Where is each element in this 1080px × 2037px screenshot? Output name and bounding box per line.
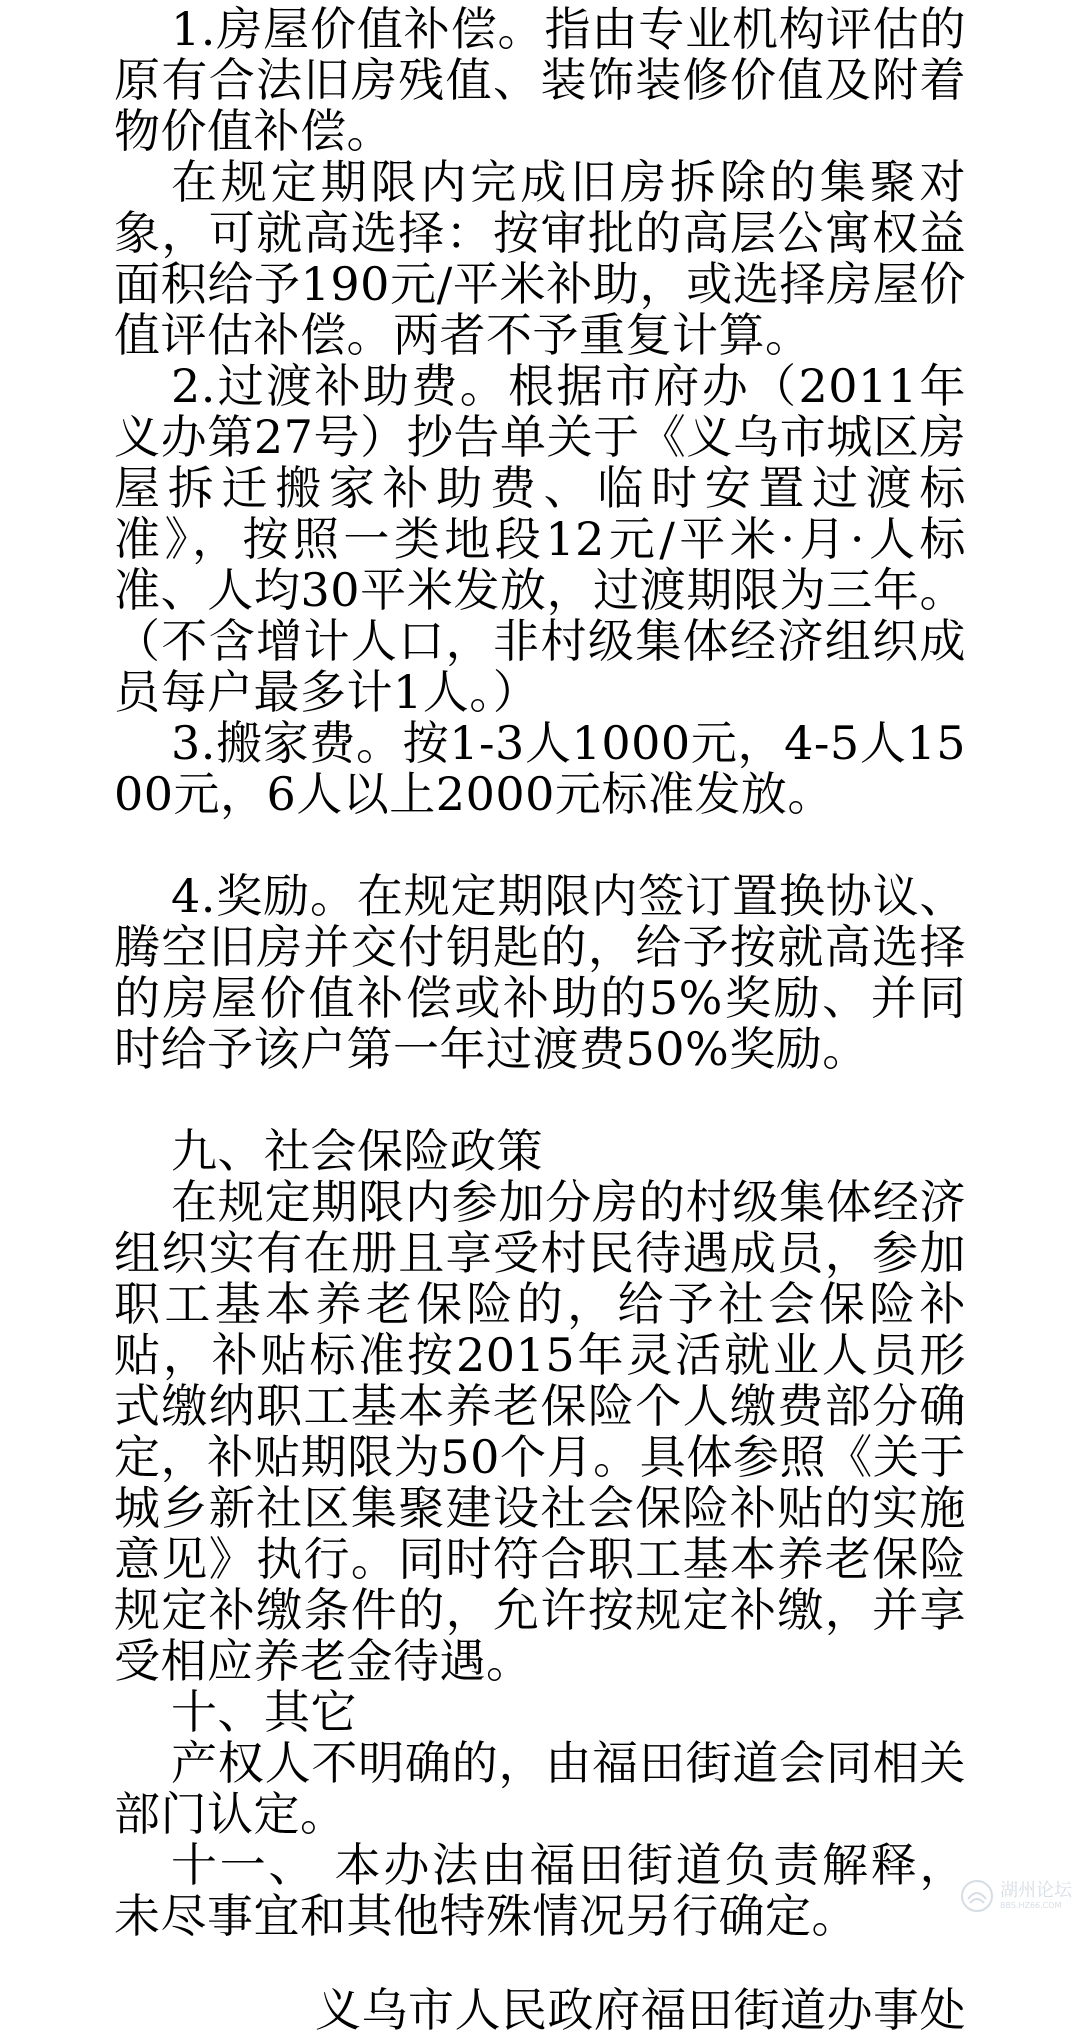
watermark-url: BBS.HZ66.COM xyxy=(1000,1901,1062,1910)
section-heading-social-insurance: 九、社会保险政策 xyxy=(171,1124,543,1178)
document-body xyxy=(114,4,966,2036)
paragraph-house-value-compensation: 1.房屋价值补偿。指由专业机构评估的原有合法旧房残值、装饰装修价值及附着物价值补偿。 xyxy=(114,2,966,158)
section-heading-other: 十、其它 xyxy=(171,1685,357,1739)
paragraph-social-insurance: 在规定期限内参加分房的村级集体经济组织实有在册且享受村民待遇成员，参加职工基本养老保险的，给予社会保险补贴，补贴标准按2015年灵活就业人员形式缴纳职工基本养老保险个人缴费部分确定，补贴期限为50个月。具体参照《关于城乡新社区集聚建设社会保险补贴的实施意见》执行。同时符合职工基本养老保险规定补缴条件的，允许按规定补缴，并享受相应养老金待遇。 xyxy=(114,1175,966,1688)
paragraph-moving-fee: 3.搬家费。按1-3人1000元，4-5人1500元，6人以上2000元标准发放。 xyxy=(114,716,966,821)
paragraph-reward: 4.奖励。在规定期限内签订置换协议、腾空旧房并交付钥匙的，给予按就高选择的房屋价值补偿或补助的5%奖励、并同时给予该户第一年过渡费50%奖励。 xyxy=(114,869,966,1076)
watermark-text xyxy=(1000,1882,1072,1910)
paragraph-property-owner: 产权人不明确的，由福田街道会同相关部门认定。 xyxy=(114,1736,966,1841)
paragraph-subsidy-option: 在规定期限内完成旧房拆除的集聚对象，可就高选择：按审批的高层公寓权益面积给予190元/平米补助，或选择房屋价值评估补偿。两者不予重复计算。 xyxy=(114,155,966,362)
forum-logo-icon xyxy=(960,1879,994,1913)
paragraph-transition-subsidy: 2.过渡补助费。根据市府办（2011年义办第27号）抄告单关于《义乌市城区房屋拆迁搬家补助费、临时安置过渡标准》，按照一类地段12元/平米·月·人标准、人均30平米发放，过渡期限为三年。（不含增计人口，非村级集体经济组织成员每户最多计1人。） xyxy=(114,359,966,719)
forum-watermark xyxy=(960,1879,1072,1913)
paragraph-interpretation: 十一、 本办法由福田街道负责解释，未尽事宜和其他特殊情况另行确定。 xyxy=(114,1838,966,1943)
document-signature: 义乌市人民政府福田街道办事处 xyxy=(315,1983,966,2037)
watermark-title: 湖州论坛 xyxy=(1000,1880,1072,1901)
